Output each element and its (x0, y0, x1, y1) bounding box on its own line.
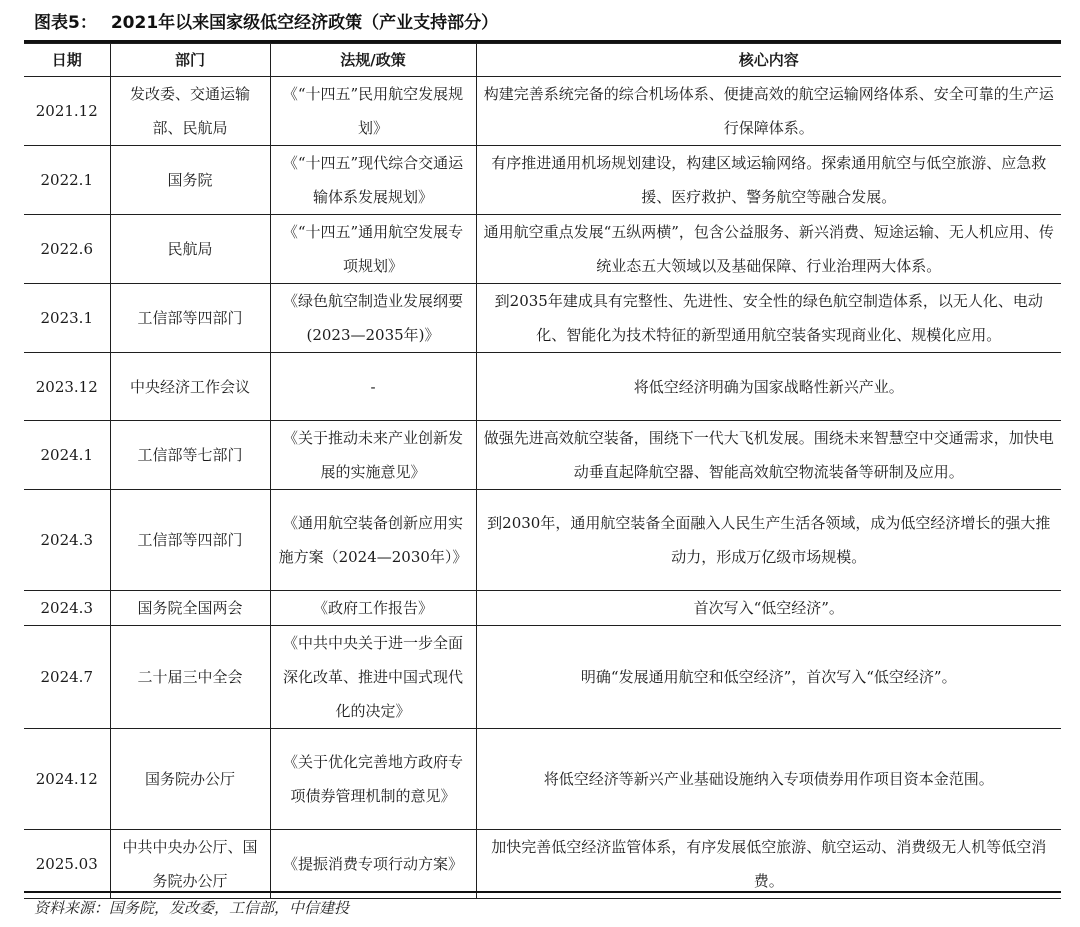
cell-law: 《“十四五”通用航空发展专项规划》 (270, 215, 476, 284)
cell-dept: 国务院 (110, 146, 270, 215)
cell-date: 2024.1 (24, 421, 110, 490)
cell-content: 构建完善系统完备的综合机场体系、便捷高效的航空运输网络体系、安全可靠的生产运行保障体系。 (476, 77, 1061, 146)
header-content: 核心内容 (476, 44, 1061, 77)
cell-law: 《“十四五”现代综合交通运输体系发展规划》 (270, 146, 476, 215)
cell-content: 到2030年，通用航空装备全面融入人民生产生活各领域，成为低空经济增长的强大推动力，形成万亿级市场规模。 (476, 490, 1061, 591)
cell-date: 2022.1 (24, 146, 110, 215)
cell-law: 《提振消费专项行动方案》 (270, 830, 476, 899)
header-dept: 部门 (110, 44, 270, 77)
figure-title (34, 8, 498, 38)
cell-law: 《绿色航空制造业发展纲要(2023—2035年)》 (270, 284, 476, 353)
cell-law: 《中共中央关于进一步全面深化改革、推进中国式现代化的决定》 (270, 626, 476, 729)
cell-date: 2025.03 (24, 830, 110, 899)
table-row (24, 490, 1061, 591)
table-row (24, 353, 1061, 421)
table-row (24, 284, 1061, 353)
table-row (24, 146, 1061, 215)
cell-law: 《政府工作报告》 (270, 591, 476, 626)
policy-table (24, 43, 1061, 899)
cell-dept: 二十届三中全会 (110, 626, 270, 729)
cell-date: 2021.12 (24, 77, 110, 146)
cell-content: 加快完善低空经济监管体系，有序发展低空旅游、航空运动、消费级无人机等低空消费。 (476, 830, 1061, 899)
cell-dept: 工信部等四部门 (110, 284, 270, 353)
cell-date: 2024.12 (24, 729, 110, 830)
table-row (24, 215, 1061, 284)
cell-dept: 国务院全国两会 (110, 591, 270, 626)
figure-caption: 2021年以来国家级低空经济政策（产业支持部分） (110, 13, 499, 33)
cell-date: 2023.1 (24, 284, 110, 353)
table-row (24, 626, 1061, 729)
table-header-row (24, 44, 1061, 77)
cell-date: 2024.3 (24, 490, 110, 591)
cell-law: 《关于推动未来产业创新发展的实施意见》 (270, 421, 476, 490)
cell-content: 首次写入“低空经济”。 (476, 591, 1061, 626)
cell-date: 2022.6 (24, 215, 110, 284)
cell-content: 到2035年建成具有完整性、先进性、安全性的绿色航空制造体系，以无人化、电动化、智能化为技术特征的新型通用航空装备实现商业化、规模化应用。 (476, 284, 1061, 353)
bottom-rule (24, 891, 1061, 893)
cell-dept: 工信部等四部门 (110, 490, 270, 591)
cell-dept: 中共中央办公厅、国务院办公厅 (110, 830, 270, 899)
cell-date: 2024.3 (24, 591, 110, 626)
cell-dept: 民航局 (110, 215, 270, 284)
table-row (24, 77, 1061, 146)
cell-content: 做强先进高效航空装备，围绕下一代大飞机发展。围绕未来智慧空中交通需求，加快电动垂直起降航空器、智能高效航空物流装备等研制及应用。 (476, 421, 1061, 490)
cell-content: 将低空经济等新兴产业基础设施纳入专项债券用作项目资本金范围。 (476, 729, 1061, 830)
header-law: 法规/政策 (270, 44, 476, 77)
table-row (24, 591, 1061, 626)
cell-dept: 国务院办公厅 (110, 729, 270, 830)
cell-dept: 工信部等七部门 (110, 421, 270, 490)
cell-law: 《“十四五”民用航空发展规划》 (270, 77, 476, 146)
table-row (24, 830, 1061, 899)
header-date: 日期 (24, 44, 110, 77)
source-note: 资料来源：国务院，发改委，工信部，中信建投 (34, 899, 350, 917)
cell-content: 明确“发展通用航空和低空经济”，首次写入“低空经济”。 (476, 626, 1061, 729)
cell-dept: 中央经济工作会议 (110, 353, 270, 421)
table-row (24, 421, 1061, 490)
cell-date: 2023.12 (24, 353, 110, 421)
cell-content: 将低空经济明确为国家战略性新兴产业。 (476, 353, 1061, 421)
cell-law: 《关于优化完善地方政府专项债券管理机制的意见》 (270, 729, 476, 830)
cell-law: 《通用航空装备创新应用实施方案（2024—2030年）》 (270, 490, 476, 591)
cell-law: - (270, 353, 476, 421)
figure-label: 图表5： (34, 13, 97, 33)
cell-dept: 发改委、交通运输部、民航局 (110, 77, 270, 146)
table-row (24, 729, 1061, 830)
cell-content: 通用航空重点发展“五纵两横”，包含公益服务、新兴消费、短途运输、无人机应用、传统业态五大领域以及基础保障、行业治理两大体系。 (476, 215, 1061, 284)
cell-content: 有序推进通用机场规划建设，构建区域运输网络。探索通用航空与低空旅游、应急救援、医疗救护、警务航空等融合发展。 (476, 146, 1061, 215)
cell-date: 2024.7 (24, 626, 110, 729)
